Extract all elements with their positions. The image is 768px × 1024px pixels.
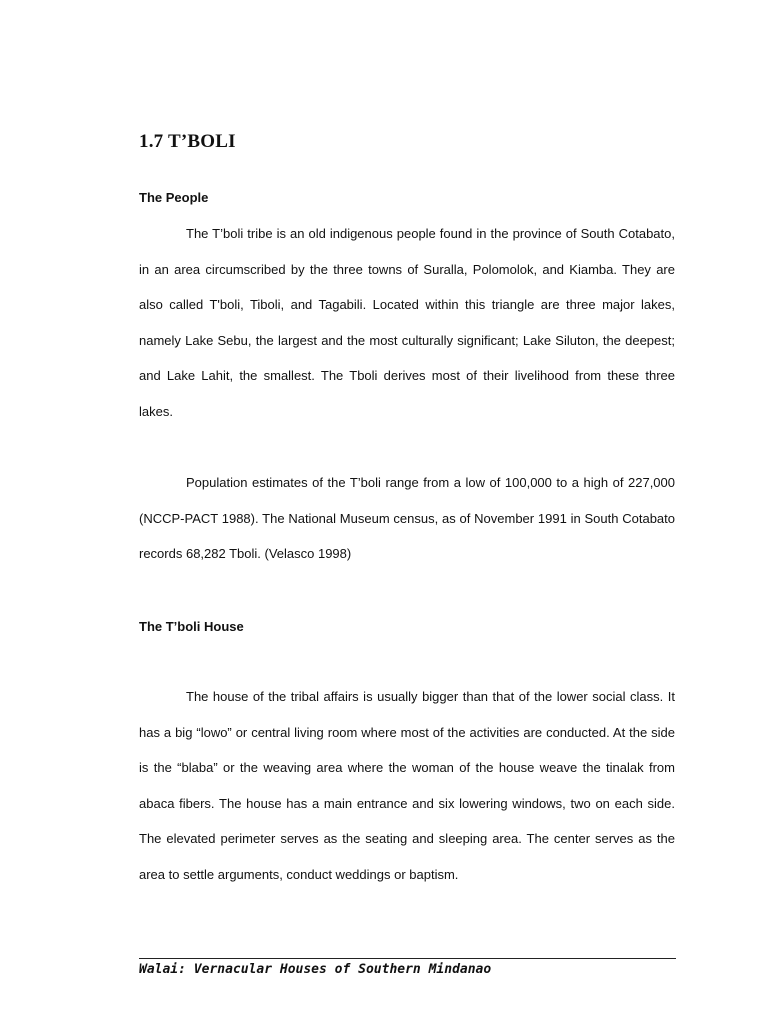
section-heading: 1.7 T’BOLI xyxy=(139,131,236,152)
footer-title: Walai: Vernacular Houses of Southern Mindanao xyxy=(139,962,492,977)
subheading-tboli-house: The T’boli House xyxy=(139,619,244,634)
paragraph-people-intro: The T’boli tribe is an old indigenous people found in the province of South Cotabato, in an area circumscribed by the three towns of Suralla, Polomolok, and Kiamba. They are also called T'boli, Tiboli, and Tagabili. Located within this triangle are three major lakes, namely Lake Sebu, the largest and the most culturally significant; Lake Siluton, the deepest; and Lake Lahit, the smallest. The Tboli derives most of their livelihood from these three lakes. xyxy=(139,226,675,419)
paragraph-house-description: The house of the tribal affairs is usually bigger than that of the lower social class. It has a big “lowo” or central living room where most of the activities are conducted. At the side is the “blaba” or the weaving area where the woman of the house weave the tinalak from abaca fibers. The house has a main entrance and six lowering windows, two on each side. The elevated perimeter serves as the seating and sleeping area. The center serves as the area to settle arguments, conduct weddings or baptism. xyxy=(139,689,675,882)
footer-divider xyxy=(139,958,676,959)
paragraph-population: Population estimates of the T’boli range from a low of 100,000 to a high of 227,000 (NCCP-PACT 1988). The National Museum census, as of November 1991 in South Cotabato records 68,282 Tboli. (Velasco 1998) xyxy=(139,475,675,562)
subheading-the-people: The People xyxy=(139,190,209,205)
